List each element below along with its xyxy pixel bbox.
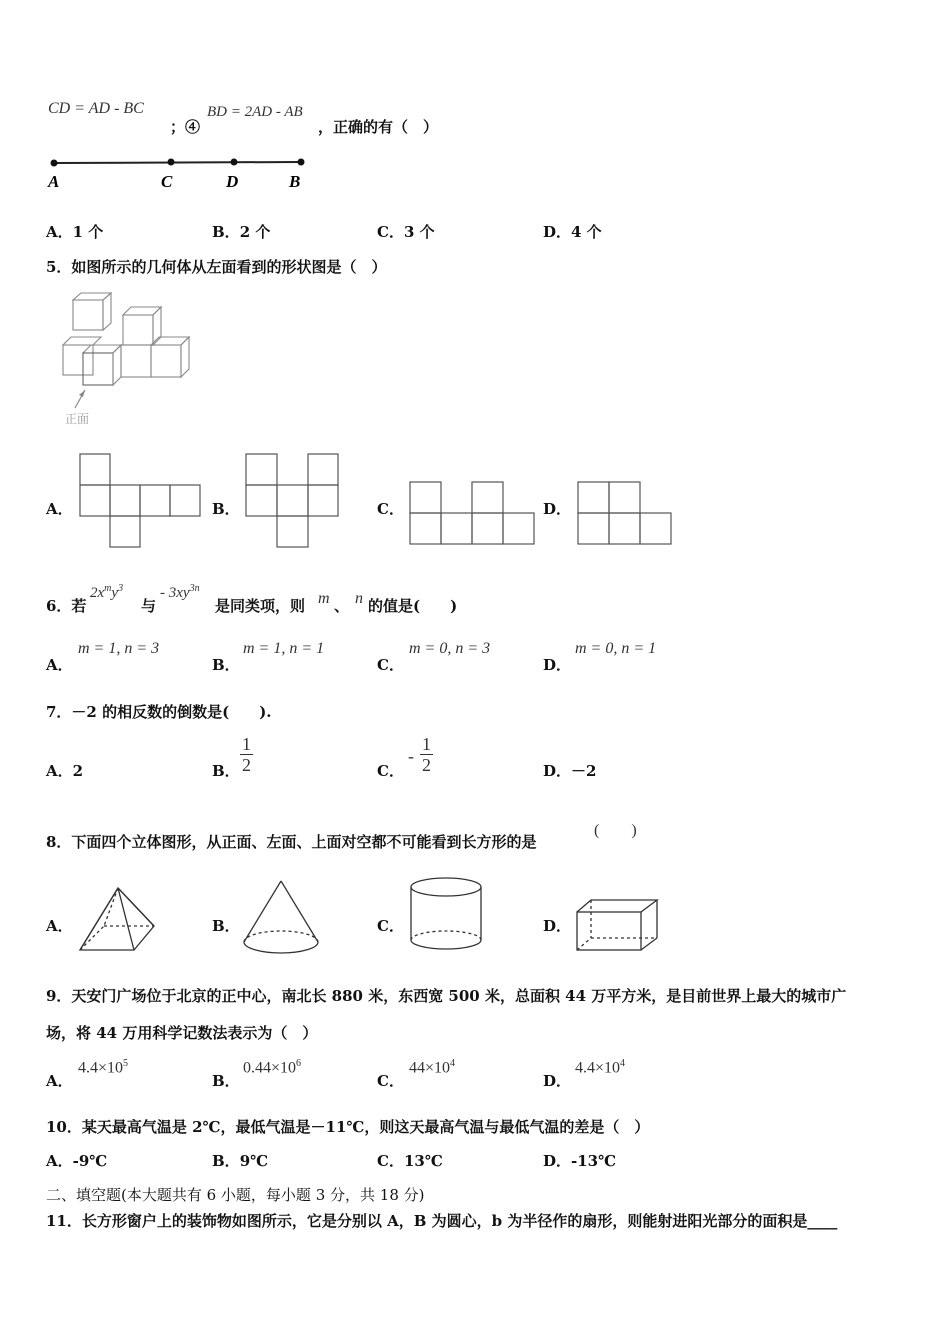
option-text: 1 个: [72, 223, 104, 241]
term2-coef: - 3xy: [160, 585, 190, 601]
option-letter: B．: [212, 223, 240, 241]
q6-comma: 、: [334, 597, 350, 615]
option-text: -13℃: [571, 1152, 617, 1170]
q6-var-n: n: [355, 590, 363, 607]
option-text: －2: [571, 762, 597, 780]
q5-cube-solid-figure: [55, 285, 205, 430]
q7-option-b-fraction: [240, 734, 253, 775]
q5-option-c[interactable]: C．: [377, 500, 404, 518]
point-d-label: D: [226, 172, 239, 191]
denominator: 2: [422, 755, 431, 775]
value-exp: 4: [450, 1058, 456, 1069]
term1-exp-x: m: [104, 583, 112, 594]
q8-pyramid-figure: [76, 884, 158, 956]
point-c-label: C: [161, 172, 173, 191]
option-text: 2: [72, 762, 84, 780]
q5-question: 5．如图所示的几何体从左面看到的形状图是（ ）: [46, 258, 387, 276]
point-a-label: A: [48, 172, 60, 191]
term2-exp: 3n: [189, 583, 200, 594]
q8-option-c[interactable]: C．: [377, 917, 404, 935]
numerator: 1: [422, 734, 431, 754]
q4-question-tail: ，正确的有（ ）: [318, 118, 439, 136]
q7-question: 7．－2 的相反数的倒数是( ).: [46, 703, 272, 721]
q6-option-d[interactable]: [543, 654, 571, 675]
term1-coef: 2x: [90, 585, 105, 601]
option-letter: A．: [46, 223, 73, 241]
value-base: 44×10: [409, 1059, 451, 1077]
option-text: 4 个: [571, 223, 602, 241]
option-letter: B．: [212, 762, 240, 780]
option-letter: A．: [46, 762, 73, 780]
q6-mid: 是同类项，则: [215, 597, 306, 615]
q8-question: 8．下面四个立体图形，从正面、左面、上面对空都不可能看到长方形的是: [46, 833, 537, 851]
front-label: 正面: [65, 412, 90, 426]
q10-option-d[interactable]: [543, 1150, 616, 1171]
option-letter: C．: [377, 1152, 404, 1170]
q11-question: 11．长方形窗户上的装饰物如图所示，它是分别以 A，B 为圆心，b 为半径作的扇形，则能射进阳光部分的面积是____: [46, 1212, 838, 1230]
q6-term-1: [90, 583, 123, 602]
q9-option-c[interactable]: [377, 1070, 404, 1091]
q8-cuboid-figure: [574, 896, 662, 954]
q7-option-c-sign: -: [408, 746, 414, 766]
option-letter: D．: [543, 223, 572, 241]
q10-question: 10．某天最高气温是 2℃，最低气温是－11℃，则这天最高气温与最低气温的差是（ ）: [46, 1118, 650, 1136]
q5-option-d-figure: [576, 480, 674, 548]
q6-option-c-value: m = 0, n = 3: [409, 640, 491, 657]
option-letter: C．: [377, 656, 404, 674]
q5-option-c-figure: [408, 480, 536, 548]
q10-option-c[interactable]: [377, 1150, 443, 1171]
option-text: 13℃: [403, 1152, 443, 1170]
q4-statement-3: CD = AD - BC: [48, 100, 144, 117]
q4-option-b[interactable]: [212, 221, 270, 242]
q6-option-c[interactable]: [377, 654, 404, 675]
q8-option-a[interactable]: A．: [46, 917, 73, 935]
q6-and: 与: [141, 597, 157, 615]
q9-question-line-2: 场，将 44 万用科学记数法表示为（ ）: [46, 1024, 318, 1042]
q6-term-2: [160, 583, 200, 602]
numerator: 1: [242, 734, 251, 754]
term1-exp-y: 3: [118, 583, 124, 594]
q7-option-b[interactable]: [212, 760, 240, 781]
q6-option-d-value: m = 0, n = 1: [575, 640, 657, 657]
q8-cone-figure: [240, 878, 322, 958]
point-a-dot: [51, 160, 58, 167]
point-d-dot: [231, 159, 238, 166]
q7-option-a[interactable]: [46, 760, 83, 781]
q6-option-b[interactable]: [212, 654, 240, 675]
value-base: 4.4×10: [78, 1059, 124, 1077]
value-exp: 5: [123, 1058, 129, 1069]
option-letter: B．: [212, 1072, 240, 1090]
q6-option-a-value: m = 1, n = 3: [78, 640, 160, 657]
option-letter: C．: [377, 1072, 404, 1090]
option-text: -9℃: [72, 1152, 108, 1170]
option-letter: B．: [212, 656, 240, 674]
q4-statement-4: BD = 2AD - AB: [207, 104, 303, 120]
option-text: 9℃: [239, 1152, 269, 1170]
q6-suffix: 的值是( ): [368, 597, 458, 615]
section-2-title: 二、填空题(本大题共有 6 小题，每小题 3 分，共 18 分): [46, 1186, 425, 1204]
q7-option-d[interactable]: [543, 760, 596, 781]
value-base: 0.44×10: [243, 1059, 297, 1077]
q6-option-b-value: m = 1, n = 1: [243, 640, 325, 657]
q6-option-a[interactable]: [46, 654, 73, 675]
q4-option-c[interactable]: [377, 221, 435, 242]
option-letter: D．: [543, 656, 572, 674]
q6-var-m: m: [318, 590, 330, 607]
q6-prefix: 6．若: [46, 597, 87, 615]
q7-option-c-fraction: [420, 734, 433, 775]
term1-y: y: [111, 585, 119, 601]
q10-option-a[interactable]: [46, 1150, 107, 1171]
front-arrow-head: [79, 390, 85, 397]
value-base: 4.4×10: [575, 1059, 621, 1077]
option-letter: A．: [46, 1072, 73, 1090]
option-letter: D．: [543, 1152, 572, 1170]
q9-option-c-value: [409, 1058, 455, 1077]
option-text: 2 个: [239, 223, 271, 241]
q9-option-d[interactable]: [543, 1070, 571, 1091]
option-letter: D．: [543, 762, 572, 780]
denominator: 2: [242, 755, 251, 775]
option-letter: B．: [212, 1152, 240, 1170]
q10-option-b[interactable]: [212, 1150, 268, 1171]
value-exp: 6: [296, 1058, 302, 1069]
q4-separator: ；④: [170, 118, 201, 136]
q8-option-d[interactable]: D．: [543, 917, 572, 935]
option-letter: D．: [543, 1072, 572, 1090]
segment-ab-line: [54, 162, 301, 163]
q5-option-a[interactable]: A．: [46, 500, 73, 518]
q5-option-d[interactable]: D．: [543, 500, 572, 518]
option-letter: C．: [377, 762, 404, 780]
option-text: 3 个: [403, 223, 435, 241]
q5-option-b[interactable]: B．: [212, 500, 240, 518]
option-letter: A．: [46, 1152, 73, 1170]
q8-paren: ( ): [594, 822, 637, 839]
q7-option-c[interactable]: [377, 760, 404, 781]
q8-option-b[interactable]: B．: [212, 917, 240, 935]
point-b-dot: [298, 159, 305, 166]
q4-option-d[interactable]: [543, 221, 602, 242]
point-c-dot: [168, 159, 175, 166]
q5-option-a-figure: [78, 452, 203, 550]
q9-option-b-value: [243, 1058, 301, 1077]
q9-option-d-value: [575, 1058, 625, 1077]
q9-question-line-1: 9．天安门广场位于北京的正中心，南北长 880 米，东西宽 500 米，总面积 44 万平方米，是目前世界上最大的城市广: [46, 987, 847, 1005]
point-b-label: B: [289, 172, 301, 191]
option-letter: C．: [377, 223, 404, 241]
q4-option-a[interactable]: [46, 221, 103, 242]
q4-line-segment-figure: [40, 150, 320, 195]
value-exp: 4: [620, 1058, 626, 1069]
q9-option-a-value: [78, 1058, 128, 1077]
q8-cylinder-figure: [408, 876, 484, 956]
q5-option-b-figure: [244, 452, 342, 550]
option-letter: A．: [46, 656, 73, 674]
q9-option-b[interactable]: [212, 1070, 240, 1091]
q9-option-a[interactable]: [46, 1070, 73, 1091]
